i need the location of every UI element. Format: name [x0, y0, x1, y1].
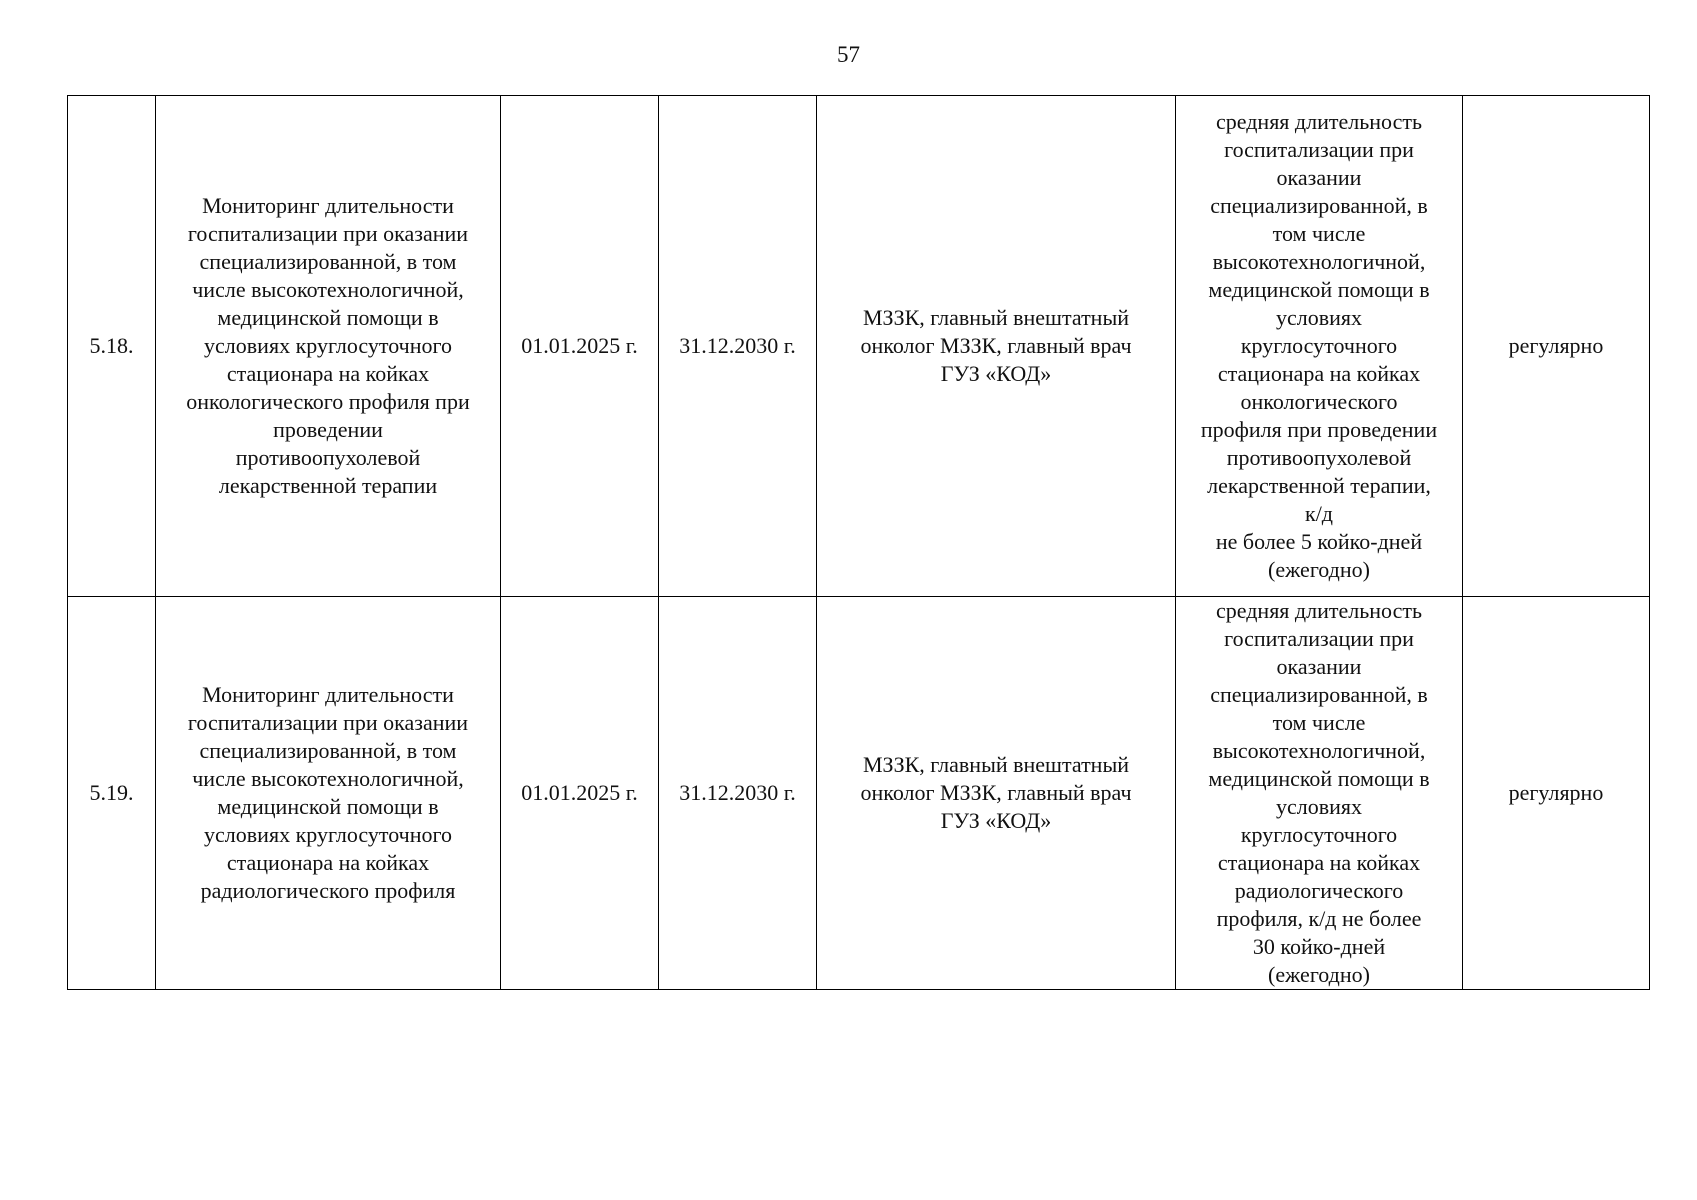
end-date-cell — [659, 96, 817, 597]
responsible-cell — [817, 96, 1176, 597]
end-date: 31.12.2030 г. — [679, 333, 796, 358]
page-number: 57 — [837, 42, 860, 67]
indicator-text: средняя длительность госпитализации при оказании специализированной, в том числе высокотехнологичной, медицинской помощи в условиях круглосуточного стационара на койках радиологического профиля, к/д не более 30 койко-дней (ежегодно) — [1208, 598, 1430, 987]
start-date: 01.01.2025 г. — [521, 780, 638, 805]
indicator-cell — [1176, 96, 1463, 597]
responsible-cell — [817, 597, 1176, 990]
activity-text: Мониторинг длительности госпитализации при оказании специализированной, в том числе высокотехнологичной, медицинской помощи в условиях круглосуточного стационара на койках онкологического профиля при проведении противоопухолевой лекарственной терапии — [186, 193, 470, 498]
indicator-text: средняя длительность госпитализации при оказании специализированной, в том числе высокотехнологичной, медицинской помощи в условиях круглосуточного стационара на койках онкологического профиля при проведении противоопухолевой лекарственной терапии, к/д не более 5 койко-дней (ежегодно) — [1200, 109, 1438, 582]
end-date-cell — [659, 597, 817, 990]
row-number-cell — [68, 597, 156, 990]
frequency-cell — [1463, 597, 1650, 990]
frequency-text: регулярно — [1508, 780, 1604, 805]
responsible-text: МЗЗК, главный внештатный онколог МЗЗК, главный врач ГУЗ «КОД» — [860, 752, 1132, 833]
table-row — [68, 597, 1650, 990]
row-number: 5.18. — [89, 333, 134, 358]
row-number-cell — [68, 96, 156, 597]
responsible-text: МЗЗК, главный внештатный онколог МЗЗК, главный врач ГУЗ «КОД» — [860, 305, 1132, 386]
start-date-cell — [501, 96, 659, 597]
end-date: 31.12.2030 г. — [679, 780, 796, 805]
row-number: 5.19. — [89, 780, 134, 805]
activity-text: Мониторинг длительности госпитализации при оказании специализированной, в том числе высокотехнологичной, медицинской помощи в условиях круглосуточного стационара на койках радиологического профиля — [187, 682, 469, 903]
start-date-cell — [501, 597, 659, 990]
indicator-cell — [1176, 597, 1463, 990]
table-row — [68, 96, 1650, 597]
start-date: 01.01.2025 г. — [521, 333, 638, 358]
activity-cell — [156, 597, 501, 990]
measures-table — [67, 95, 1650, 990]
activity-cell — [156, 96, 501, 597]
frequency-cell — [1463, 96, 1650, 597]
frequency-text: регулярно — [1508, 333, 1604, 358]
